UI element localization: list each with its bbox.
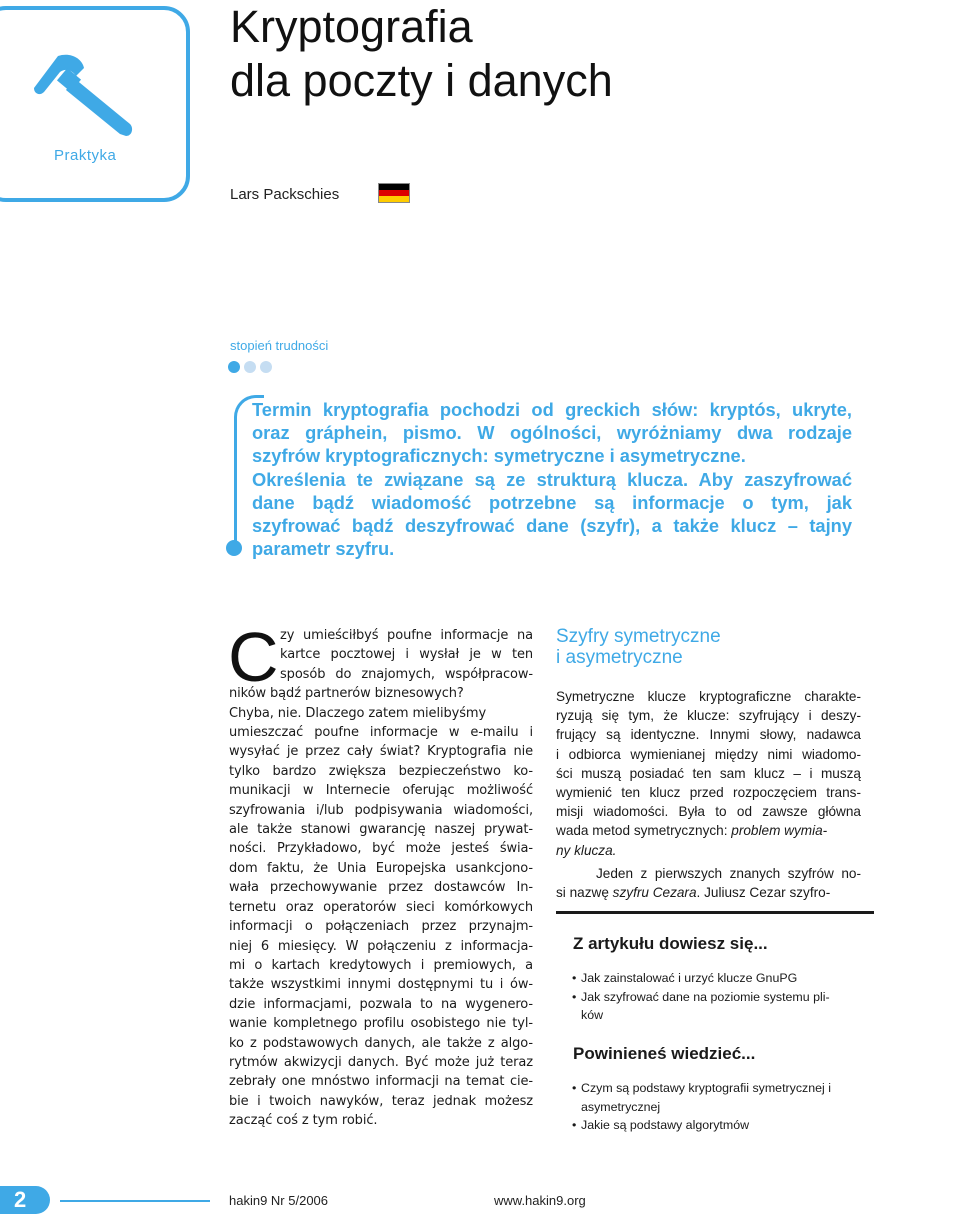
german-flag-icon: [378, 183, 410, 203]
know-heading: Powinieneś wiedzieć...: [573, 1044, 756, 1063]
footer-rule: [60, 1200, 210, 1202]
body-line: ternetu oraz operatorów sieci komórkowych: [229, 899, 533, 915]
list-item-text: Jakie są podstawy algorytmów: [581, 1118, 750, 1132]
body-line: bie i twoich nawyków, teraz jednak możesz: [229, 1093, 533, 1109]
emphasis-text: ny klucza.: [556, 842, 617, 858]
body-line: [556, 883, 861, 902]
body-line: wysyłać je przez cały świat? Kryptografia nie: [229, 744, 533, 760]
lead-line: parametr szyfru.: [252, 538, 395, 560]
body-line: mi o kartach kredytowych i premiowych, a: [229, 957, 533, 973]
lead-line: Termin kryptografia pochodzi od greckich słów: kryptós, ukryte,: [252, 399, 852, 420]
emphasis-text: szyfru Cezara: [612, 885, 697, 901]
list-item: [556, 969, 846, 988]
difficulty-label: stopień trudności: [230, 338, 329, 353]
body-line: [556, 841, 861, 860]
body-line: i odbiorca wymienianej między nimi wiadomo-: [556, 746, 861, 762]
list-item-text: ków: [581, 1008, 604, 1022]
body-line: wała przechowywanie przez dostawców In-: [229, 880, 533, 896]
author-name: Lars Packschies: [230, 186, 340, 203]
body-line: kartce pocztowej i wysłał je w ten: [280, 647, 533, 663]
body-line: także wszystkimi innymi dostępnymi tu i ów-: [229, 977, 533, 993]
info-box: [556, 911, 874, 1141]
body-line: ników bądź partnerów biznesowych?: [229, 686, 464, 702]
article-title: [230, 0, 613, 108]
body-line: ryzują się tym, że klucze: szyfrujący i deszy-: [556, 708, 861, 724]
emphasis-text: problem wymia-: [731, 823, 828, 839]
body-line: frujący są identyczne. Innymi słowy, nadawca: [556, 727, 861, 743]
body-line: szyfrowania i/lub podpisywania wiadomości,: [229, 802, 533, 818]
drop-cap: C: [228, 618, 279, 696]
body-line: dzie informacjami, pozwala to na wygenero-: [229, 996, 533, 1012]
learn-heading: Z artykułu dowiesz się...: [573, 934, 768, 953]
section-heading-line-1: Szyfry symetryczne: [556, 626, 721, 647]
body-line: munikacji w Internecie oferując możliwość: [229, 783, 533, 799]
difficulty-dot-1: [228, 361, 240, 373]
lead-bullet-dot: [226, 540, 242, 556]
learn-list: [556, 969, 846, 1025]
body-line: rytmów akwizycji danych. Być może już teraz: [229, 1054, 533, 1070]
difficulty-dot-3: [260, 361, 272, 373]
section-label: Praktyka: [54, 147, 117, 164]
hammer-icon: [30, 50, 140, 150]
list-item-text: Jak zainstalować i urzyć klucze GnuPG: [581, 971, 798, 985]
page-number: 2: [14, 1187, 27, 1212]
body-text: si nazwę: [556, 885, 613, 901]
body-line: [556, 821, 861, 840]
footer-magazine: hakin9 Nr 5/2006: [229, 1193, 329, 1208]
body-text-left: [229, 626, 533, 1131]
list-item: [556, 1079, 846, 1116]
list-item: [556, 1116, 846, 1135]
body-text: wada metod symetrycznych:: [556, 823, 732, 839]
list-item-text: asymetrycznej: [581, 1099, 661, 1114]
body-line: tylko bardzo zwiększa bezpieczeństwo ko-: [229, 763, 533, 779]
lead-line: oraz gráphein, pismo. W ogólności, wyróżniamy dwa rodzaje: [252, 422, 852, 444]
body-line: Symetryczne klucze kryptograficzne charakte-: [556, 689, 861, 704]
body-line: dom faktu, że Unia Europejska usankcjono-: [229, 860, 533, 876]
body-line: ko z podstawowych danych, ale także z algo-: [229, 1035, 533, 1051]
title-line-2: dla poczty i danych: [230, 55, 613, 106]
body-line: umieszczać poufne informacje w e-mailu i: [229, 725, 533, 741]
know-list: [556, 1079, 846, 1135]
body-text-right: [556, 687, 861, 902]
body-line: misji wiadomości. Była to od zawsze główna: [556, 804, 861, 820]
body-line: sposób do znajomych, współpracow-: [280, 666, 533, 682]
body-line: niej 6 miesięcy. W połączeniu z informacja-: [229, 938, 533, 954]
lead-line: Określenia te związane są ze strukturą klucza. Aby zaszyfrować: [252, 468, 852, 490]
section-heading: [556, 626, 721, 668]
title-line-1: Kryptografia: [230, 1, 473, 52]
body-line: Chyba, nie. Dlaczego zatem mielibyśmy: [229, 705, 487, 721]
lead-line: szyfrować bądź deszyfrować dane (szyfr), a także klucz – tajny: [252, 515, 852, 537]
body-line: zy umieściłbyś poufne informacje na: [280, 628, 533, 643]
body-text: . Juliusz Cezar szyfro-: [696, 885, 831, 901]
body-line: zebrały one mnóstwo informacji na temat cie-: [229, 1074, 533, 1090]
list-item: [556, 988, 846, 1025]
body-line: ści muszą posiadać ten sam klucz – i muszą: [556, 765, 861, 781]
lead-paragraph: [252, 398, 852, 560]
body-line: zacząć coś z tym robić.: [229, 1113, 378, 1129]
body-line: ale także stanowi gwarancję naszej prywat-: [229, 822, 533, 838]
body-line: informacji o połączeniach przez przynajm-: [229, 919, 533, 935]
body-line: wanie kompletnego profilu osobistego nie tyl-: [229, 1016, 533, 1032]
difficulty-dot-2: [244, 361, 256, 373]
body-line: Jeden z pierwszych znanych szyfrów no-: [596, 865, 861, 881]
list-item-text: Czym są podstawy kryptografii symetrycznej i: [581, 1081, 831, 1095]
footer-url[interactable]: www.hakin9.org: [494, 1193, 586, 1208]
difficulty-rating: [228, 361, 272, 373]
list-item-text: Jak szyfrować dane na poziomie systemu pli-: [581, 989, 830, 1004]
body-line: ności. Przykładowo, być może jesteś świa-: [229, 841, 533, 857]
lead-line: szyfrów kryptograficznych: symetryczne i asymetryczne.: [252, 445, 746, 467]
section-heading-line-2: i asymetryczne: [556, 647, 683, 668]
lead-line: dane bądź wiadomość potrzebne są informacje o tym, jak: [252, 491, 852, 513]
body-line: wymienić ten klucz przed rozpoczęciem trans-: [556, 785, 861, 801]
